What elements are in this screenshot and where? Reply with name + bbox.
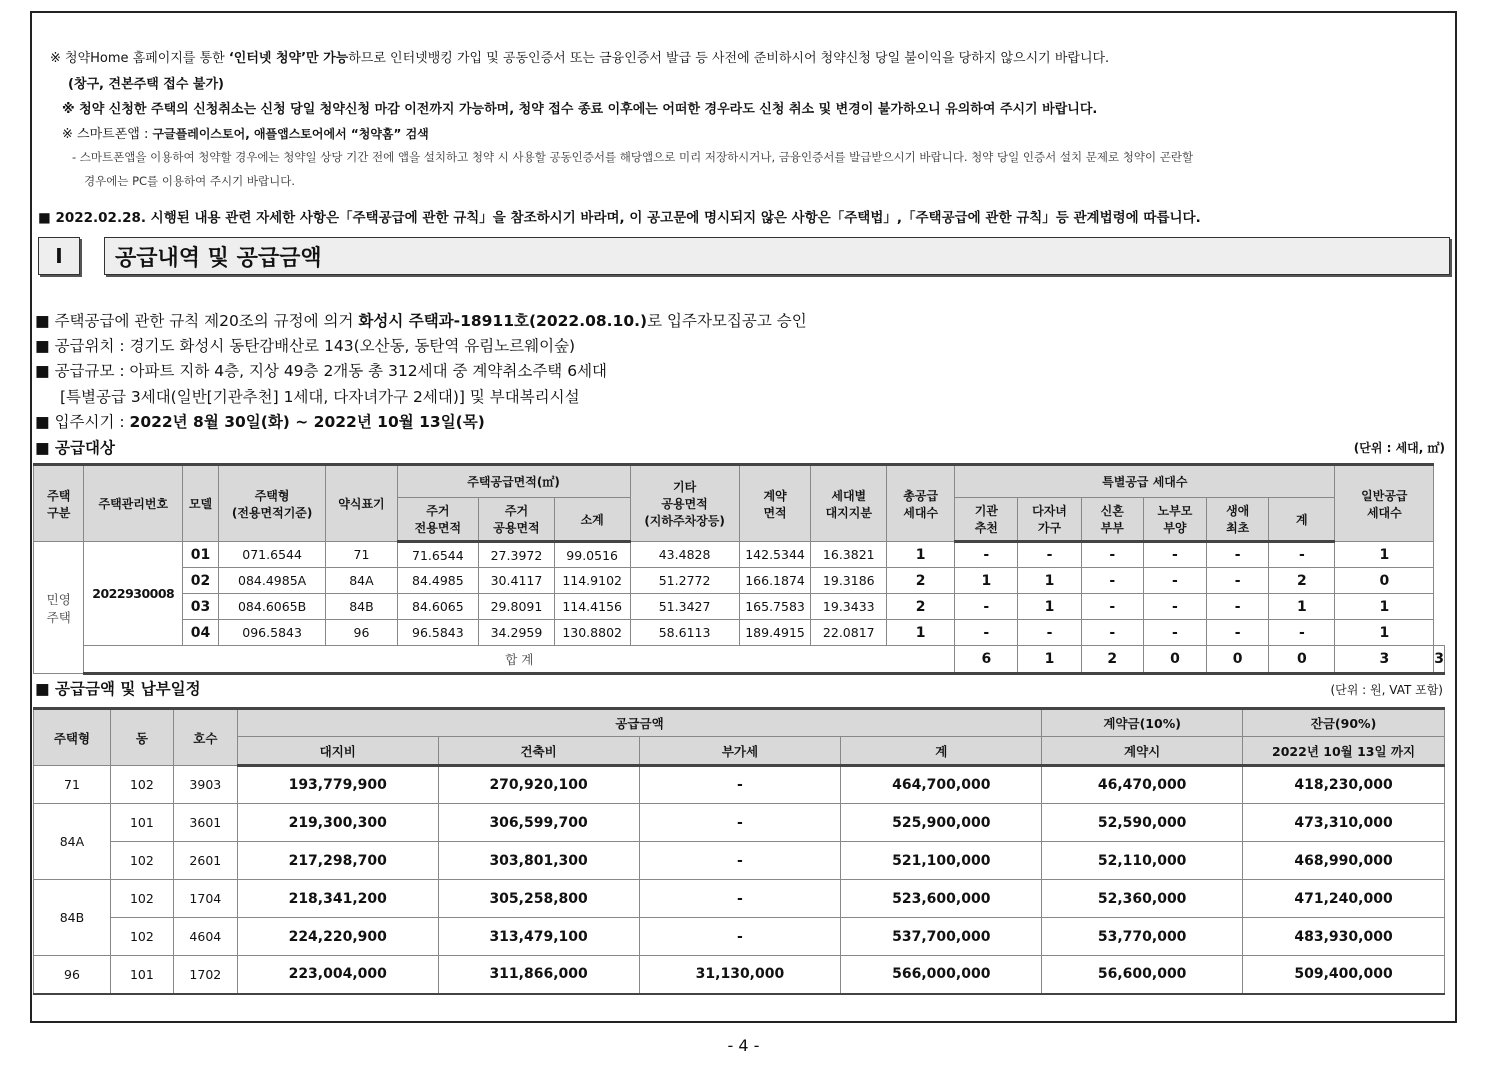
price-row bbox=[34, 918, 1445, 956]
price-row bbox=[34, 766, 1445, 804]
cell-s4: - bbox=[1143, 594, 1206, 620]
price-land-cell: 224,220,900 bbox=[237, 918, 438, 956]
price-balance-cell: 468,990,000 bbox=[1243, 842, 1445, 880]
table-row bbox=[34, 542, 1445, 568]
price-land-cell: 193,779,900 bbox=[237, 766, 438, 804]
cell-htype: 071.6544 bbox=[218, 542, 325, 568]
col-sp-elderly: 노부모 부양 bbox=[1143, 498, 1206, 542]
price-land-cell: 217,298,700 bbox=[237, 842, 438, 880]
total-total: 6 bbox=[955, 646, 1018, 674]
price-row bbox=[34, 880, 1445, 918]
price-ho-cell: 1704 bbox=[173, 880, 237, 918]
price-vat-cell: 31,130,000 bbox=[639, 956, 841, 994]
price-row bbox=[34, 842, 1445, 880]
cell-land: 16.3821 bbox=[811, 542, 887, 568]
col-deposit-when: 계약시 bbox=[1042, 737, 1243, 766]
cell-s1: - bbox=[955, 620, 1018, 646]
col-house-kind: 주택 구분 bbox=[34, 465, 84, 542]
cell-land: 22.0817 bbox=[811, 620, 887, 646]
col-sp-multichild: 다자녀 가구 bbox=[1018, 498, 1081, 542]
price-deposit-cell: 56,600,000 bbox=[1042, 956, 1243, 994]
price-type-cell: 96 bbox=[34, 956, 111, 994]
cell-s1: - bbox=[955, 594, 1018, 620]
info-special-supply: [특별공급 3세대(일반[기관추천] 1세대, 다자녀가구 2세대)] 및 부대복리시설 bbox=[60, 388, 580, 406]
col-price-type: 주택형 bbox=[34, 709, 111, 766]
price-build-cell: 306,599,700 bbox=[438, 804, 639, 842]
cell-s3: - bbox=[1081, 542, 1143, 568]
total-row bbox=[34, 646, 1445, 674]
price-dong-cell: 102 bbox=[110, 918, 173, 956]
price-deposit-cell: 46,470,000 bbox=[1042, 766, 1243, 804]
cell-other: 43.4828 bbox=[630, 542, 739, 568]
cell-s1: - bbox=[955, 542, 1018, 568]
cell-model: 03 bbox=[183, 594, 219, 620]
notice-app-detail-2: 경우에는 PC를 이용하여 주시기 바랍니다. bbox=[84, 174, 295, 188]
house-kind-cell: 민영 주택 bbox=[34, 542, 84, 674]
cell-gen: 0 bbox=[1335, 568, 1434, 594]
total-s3: 0 bbox=[1143, 646, 1206, 674]
cell-other: 51.3427 bbox=[630, 594, 739, 620]
col-price-dong: 동 bbox=[110, 709, 173, 766]
col-sp-newlywed: 신혼 부부 bbox=[1081, 498, 1143, 542]
cell-gen: 1 bbox=[1335, 594, 1434, 620]
price-table bbox=[33, 707, 1445, 995]
cell-model: 01 bbox=[183, 542, 219, 568]
cell-other: 58.6113 bbox=[630, 620, 739, 646]
info-scale: ■ 공급규모 : 아파트 지하 4층, 지상 49층 2개동 총 312세대 중 계약취소주택 6세대 bbox=[35, 362, 608, 380]
price-ho-cell: 4604 bbox=[173, 918, 237, 956]
page-number: - 4 - bbox=[727, 1036, 760, 1055]
price-dong-cell: 101 bbox=[110, 804, 173, 842]
col-deposit: 계약금(10%) bbox=[1042, 709, 1243, 737]
cell-total: 2 bbox=[887, 594, 955, 620]
price-ho-cell: 3903 bbox=[173, 766, 237, 804]
price-deposit-cell: 53,770,000 bbox=[1042, 918, 1243, 956]
cell-model: 04 bbox=[183, 620, 219, 646]
cell-s4: - bbox=[1143, 542, 1206, 568]
total-s2: 2 bbox=[1081, 646, 1143, 674]
cell-s6: 1 bbox=[1269, 594, 1335, 620]
cell-ex: 71.6544 bbox=[397, 542, 479, 568]
supply-target-unit: (단위 : 세대, ㎡) bbox=[1353, 441, 1445, 455]
price-balance-cell: 483,930,000 bbox=[1243, 918, 1445, 956]
total-s6: 3 bbox=[1335, 646, 1434, 674]
col-balance: 잔금(90%) bbox=[1243, 709, 1445, 737]
info-move-in: ■ 입주시기 : 2022년 8월 30일(화) ~ 2022년 10월 13일(목) bbox=[35, 413, 485, 431]
cell-s1: 1 bbox=[955, 568, 1018, 594]
price-deposit-cell: 52,590,000 bbox=[1042, 804, 1243, 842]
price-sum-cell: 521,100,000 bbox=[841, 842, 1042, 880]
cell-s2: - bbox=[1018, 542, 1081, 568]
info-location: ■ 공급위치 : 경기도 화성시 동탄감배산로 143(오산동, 동탄역 유림노르웨이숲) bbox=[35, 337, 576, 355]
price-sum-cell: 566,000,000 bbox=[841, 956, 1042, 994]
section-header bbox=[38, 237, 1450, 277]
price-title: ■ 공급금액 및 납부일정 bbox=[35, 680, 201, 698]
price-ho-cell: 2601 bbox=[173, 842, 237, 880]
cell-total: 1 bbox=[887, 542, 955, 568]
cell-abbr: 84B bbox=[326, 594, 397, 620]
price-sum-cell: 525,900,000 bbox=[841, 804, 1042, 842]
col-other-common-area: 기타 공용면적 (지하주차장등) bbox=[630, 465, 739, 542]
price-dong-cell: 101 bbox=[110, 956, 173, 994]
price-type-cell: 71 bbox=[34, 766, 111, 804]
section-title: 공급내역 및 공급금액 bbox=[104, 237, 1450, 275]
col-supply-area: 주택공급면적(㎡) bbox=[397, 465, 630, 498]
col-abbr: 약식표기 bbox=[326, 465, 397, 542]
price-vat-cell: - bbox=[639, 880, 841, 918]
col-common-area: 주거 공용면적 bbox=[479, 498, 555, 542]
section-number: I bbox=[38, 237, 80, 275]
price-type-cell: 84B bbox=[34, 880, 111, 956]
cell-ex: 96.5843 bbox=[397, 620, 479, 646]
table-row bbox=[34, 620, 1445, 646]
cell-abbr: 96 bbox=[326, 620, 397, 646]
col-area-subtotal: 소계 bbox=[554, 498, 630, 542]
col-mgmt-no: 주택관리번호 bbox=[84, 465, 183, 542]
price-dong-cell: 102 bbox=[110, 880, 173, 918]
cell-sum: 130.8802 bbox=[554, 620, 630, 646]
price-build-cell: 305,258,800 bbox=[438, 880, 639, 918]
notice-smartphone-app: ※ 스마트폰앱 : 구글플레이스토어, 애플앱스토어에서 “청약홈” 검색 bbox=[62, 127, 429, 142]
table-row bbox=[34, 594, 1445, 620]
price-unit: (단위 : 원, VAT 포함) bbox=[1330, 683, 1443, 697]
cell-sum: 114.4156 bbox=[554, 594, 630, 620]
price-balance-cell: 471,240,000 bbox=[1243, 880, 1445, 918]
col-price-ho: 호수 bbox=[173, 709, 237, 766]
cell-s4: - bbox=[1143, 568, 1206, 594]
price-build-cell: 313,479,100 bbox=[438, 918, 639, 956]
cell-contract: 142.5344 bbox=[739, 542, 811, 568]
price-sum-cell: 523,600,000 bbox=[841, 880, 1042, 918]
price-balance-cell: 509,400,000 bbox=[1243, 956, 1445, 994]
total-s4: 0 bbox=[1207, 646, 1269, 674]
cell-model: 02 bbox=[183, 568, 219, 594]
cell-gen: 1 bbox=[1335, 542, 1434, 568]
col-supply-price: 공급금액 bbox=[237, 709, 1041, 737]
notice-no-counter: (창구, 견본주택 접수 불가) bbox=[68, 77, 224, 92]
col-exclusive-area: 주거 전용면적 bbox=[397, 498, 479, 542]
supply-target-title: ■ 공급대상 bbox=[35, 439, 115, 457]
cell-co: 30.4117 bbox=[479, 568, 555, 594]
cell-abbr: 71 bbox=[326, 542, 397, 568]
price-build-cell: 270,920,100 bbox=[438, 766, 639, 804]
price-row bbox=[34, 804, 1445, 842]
total-s1: 1 bbox=[1018, 646, 1081, 674]
cell-htype: 096.5843 bbox=[218, 620, 325, 646]
cell-gen: 1 bbox=[1335, 620, 1434, 646]
col-building-price: 건축비 bbox=[438, 737, 639, 766]
notice-app-detail: - 스마트폰앱을 이용하여 청약할 경우에는 청약일 상당 기간 전에 앱을 설치하고 청약 시 사용할 공동인증서를 해당앱으로 미리 저장하시거나, 금융인증서를 발급받으시기 바랍니다. 청약 당일 인증서 설치 문제로 청약이 곤란할 bbox=[72, 150, 1194, 164]
cell-s3: - bbox=[1081, 568, 1143, 594]
notice-cancel-rule: ※ 청약 신청한 주택의 신청취소는 신청 당일 청약신청 마감 이전까지 가능하며, 청약 접수 종료 이후에는 어떠한 경우라도 신청 취소 및 변경이 불가하오니 유의하여 주시기 바랍니다. bbox=[62, 102, 1098, 117]
price-vat-cell: - bbox=[639, 804, 841, 842]
mgmt-no-cell: 2022930008 bbox=[84, 542, 183, 646]
price-deposit-cell: 52,360,000 bbox=[1042, 880, 1243, 918]
cell-ex: 84.4985 bbox=[397, 568, 479, 594]
price-land-cell: 218,341,200 bbox=[237, 880, 438, 918]
cell-contract: 165.7583 bbox=[739, 594, 811, 620]
price-ho-cell: 3601 bbox=[173, 804, 237, 842]
price-build-cell: 303,801,300 bbox=[438, 842, 639, 880]
cell-land: 19.3433 bbox=[811, 594, 887, 620]
cell-total: 1 bbox=[887, 620, 955, 646]
price-balance-cell: 473,310,000 bbox=[1243, 804, 1445, 842]
col-sp-first-time: 생애 최초 bbox=[1207, 498, 1269, 542]
price-sum-cell: 464,700,000 bbox=[841, 766, 1042, 804]
price-row bbox=[34, 956, 1445, 994]
col-total-units: 총공급 세대수 bbox=[887, 465, 955, 542]
cell-contract: 166.1874 bbox=[739, 568, 811, 594]
col-housing-type: 주택형 (전용면적기준) bbox=[218, 465, 325, 542]
price-dong-cell: 102 bbox=[110, 842, 173, 880]
cell-s5: - bbox=[1207, 568, 1269, 594]
cell-s6: 2 bbox=[1269, 568, 1335, 594]
price-sum-cell: 537,700,000 bbox=[841, 918, 1042, 956]
cell-land: 19.3186 bbox=[811, 568, 887, 594]
total-label: 합 계 bbox=[84, 646, 955, 674]
col-contract-area: 계약 면적 bbox=[739, 465, 811, 542]
cell-s6: - bbox=[1269, 542, 1335, 568]
cell-abbr: 84A bbox=[326, 568, 397, 594]
cell-other: 51.2772 bbox=[630, 568, 739, 594]
col-sp-institution: 기관 추천 bbox=[955, 498, 1018, 542]
cell-co: 34.2959 bbox=[479, 620, 555, 646]
cell-htype: 084.4985A bbox=[218, 568, 325, 594]
col-land-share: 세대별 대지지분 bbox=[811, 465, 887, 542]
price-land-cell: 223,004,000 bbox=[237, 956, 438, 994]
price-build-cell: 311,866,000 bbox=[438, 956, 639, 994]
table-row bbox=[34, 568, 1445, 594]
cell-sum: 99.0516 bbox=[554, 542, 630, 568]
cell-s2: - bbox=[1018, 620, 1081, 646]
col-price-sum: 계 bbox=[841, 737, 1042, 766]
cell-sum: 114.9102 bbox=[554, 568, 630, 594]
cell-contract: 189.4915 bbox=[739, 620, 811, 646]
price-balance-cell: 418,230,000 bbox=[1243, 766, 1445, 804]
cell-total: 2 bbox=[887, 568, 955, 594]
total-gen: 3 bbox=[1434, 646, 1445, 674]
col-general-supply: 일반공급 세대수 bbox=[1335, 465, 1434, 542]
cell-ex: 84.6065 bbox=[397, 594, 479, 620]
col-vat: 부가세 bbox=[639, 737, 841, 766]
supply-table bbox=[33, 463, 1445, 675]
col-land-price: 대지비 bbox=[237, 737, 438, 766]
info-approval: ■ 주택공급에 관한 규칙 제20조의 규정에 의거 화성시 주택과-18911호(2022.08.10.)로 입주자모집공고 승인 bbox=[35, 312, 807, 330]
cell-co: 27.3972 bbox=[479, 542, 555, 568]
col-sp-sum: 계 bbox=[1269, 498, 1335, 542]
notice-internet-only: ※ 청약Home 홈페이지를 통한 ‘인터넷 청약’만 가능하므로 인터넷뱅킹 가입 및 공동인증서 또는 금융인증서 발급 등 사전에 준비하시어 청약신청 당일 불이익을 당하지 않으시기 바랍니다. bbox=[50, 51, 1110, 66]
price-dong-cell: 102 bbox=[110, 766, 173, 804]
cell-co: 29.8091 bbox=[479, 594, 555, 620]
price-vat-cell: - bbox=[639, 842, 841, 880]
cell-s5: - bbox=[1207, 542, 1269, 568]
price-vat-cell: - bbox=[639, 918, 841, 956]
price-deposit-cell: 52,110,000 bbox=[1042, 842, 1243, 880]
cell-s5: - bbox=[1207, 620, 1269, 646]
price-vat-cell: - bbox=[639, 766, 841, 804]
price-type-cell: 84A bbox=[34, 804, 111, 880]
price-land-cell: 219,300,300 bbox=[237, 804, 438, 842]
cell-s6: - bbox=[1269, 620, 1335, 646]
col-special-supply: 특별공급 세대수 bbox=[955, 465, 1335, 498]
cell-s2: 1 bbox=[1018, 568, 1081, 594]
price-ho-cell: 1702 bbox=[173, 956, 237, 994]
cell-s5: - bbox=[1207, 594, 1269, 620]
col-balance-when: 2022년 10월 13일 까지 bbox=[1243, 737, 1445, 766]
total-s5: 0 bbox=[1269, 646, 1335, 674]
cell-s2: 1 bbox=[1018, 594, 1081, 620]
cell-s4: - bbox=[1143, 620, 1206, 646]
cell-s3: - bbox=[1081, 594, 1143, 620]
cell-s3: - bbox=[1081, 620, 1143, 646]
cell-htype: 084.6065B bbox=[218, 594, 325, 620]
col-model: 모델 bbox=[183, 465, 219, 542]
notice-regulation: ■ 2022.02.28. 시행된 내용 관련 자세한 사항은「주택공급에 관한 규칙」을 참조하시기 바라며, 이 공고문에 명시되지 않은 사항은「주택법」,「주택공급에 관한 규칙」등 관계법령에 따릅니다. bbox=[38, 210, 1201, 226]
